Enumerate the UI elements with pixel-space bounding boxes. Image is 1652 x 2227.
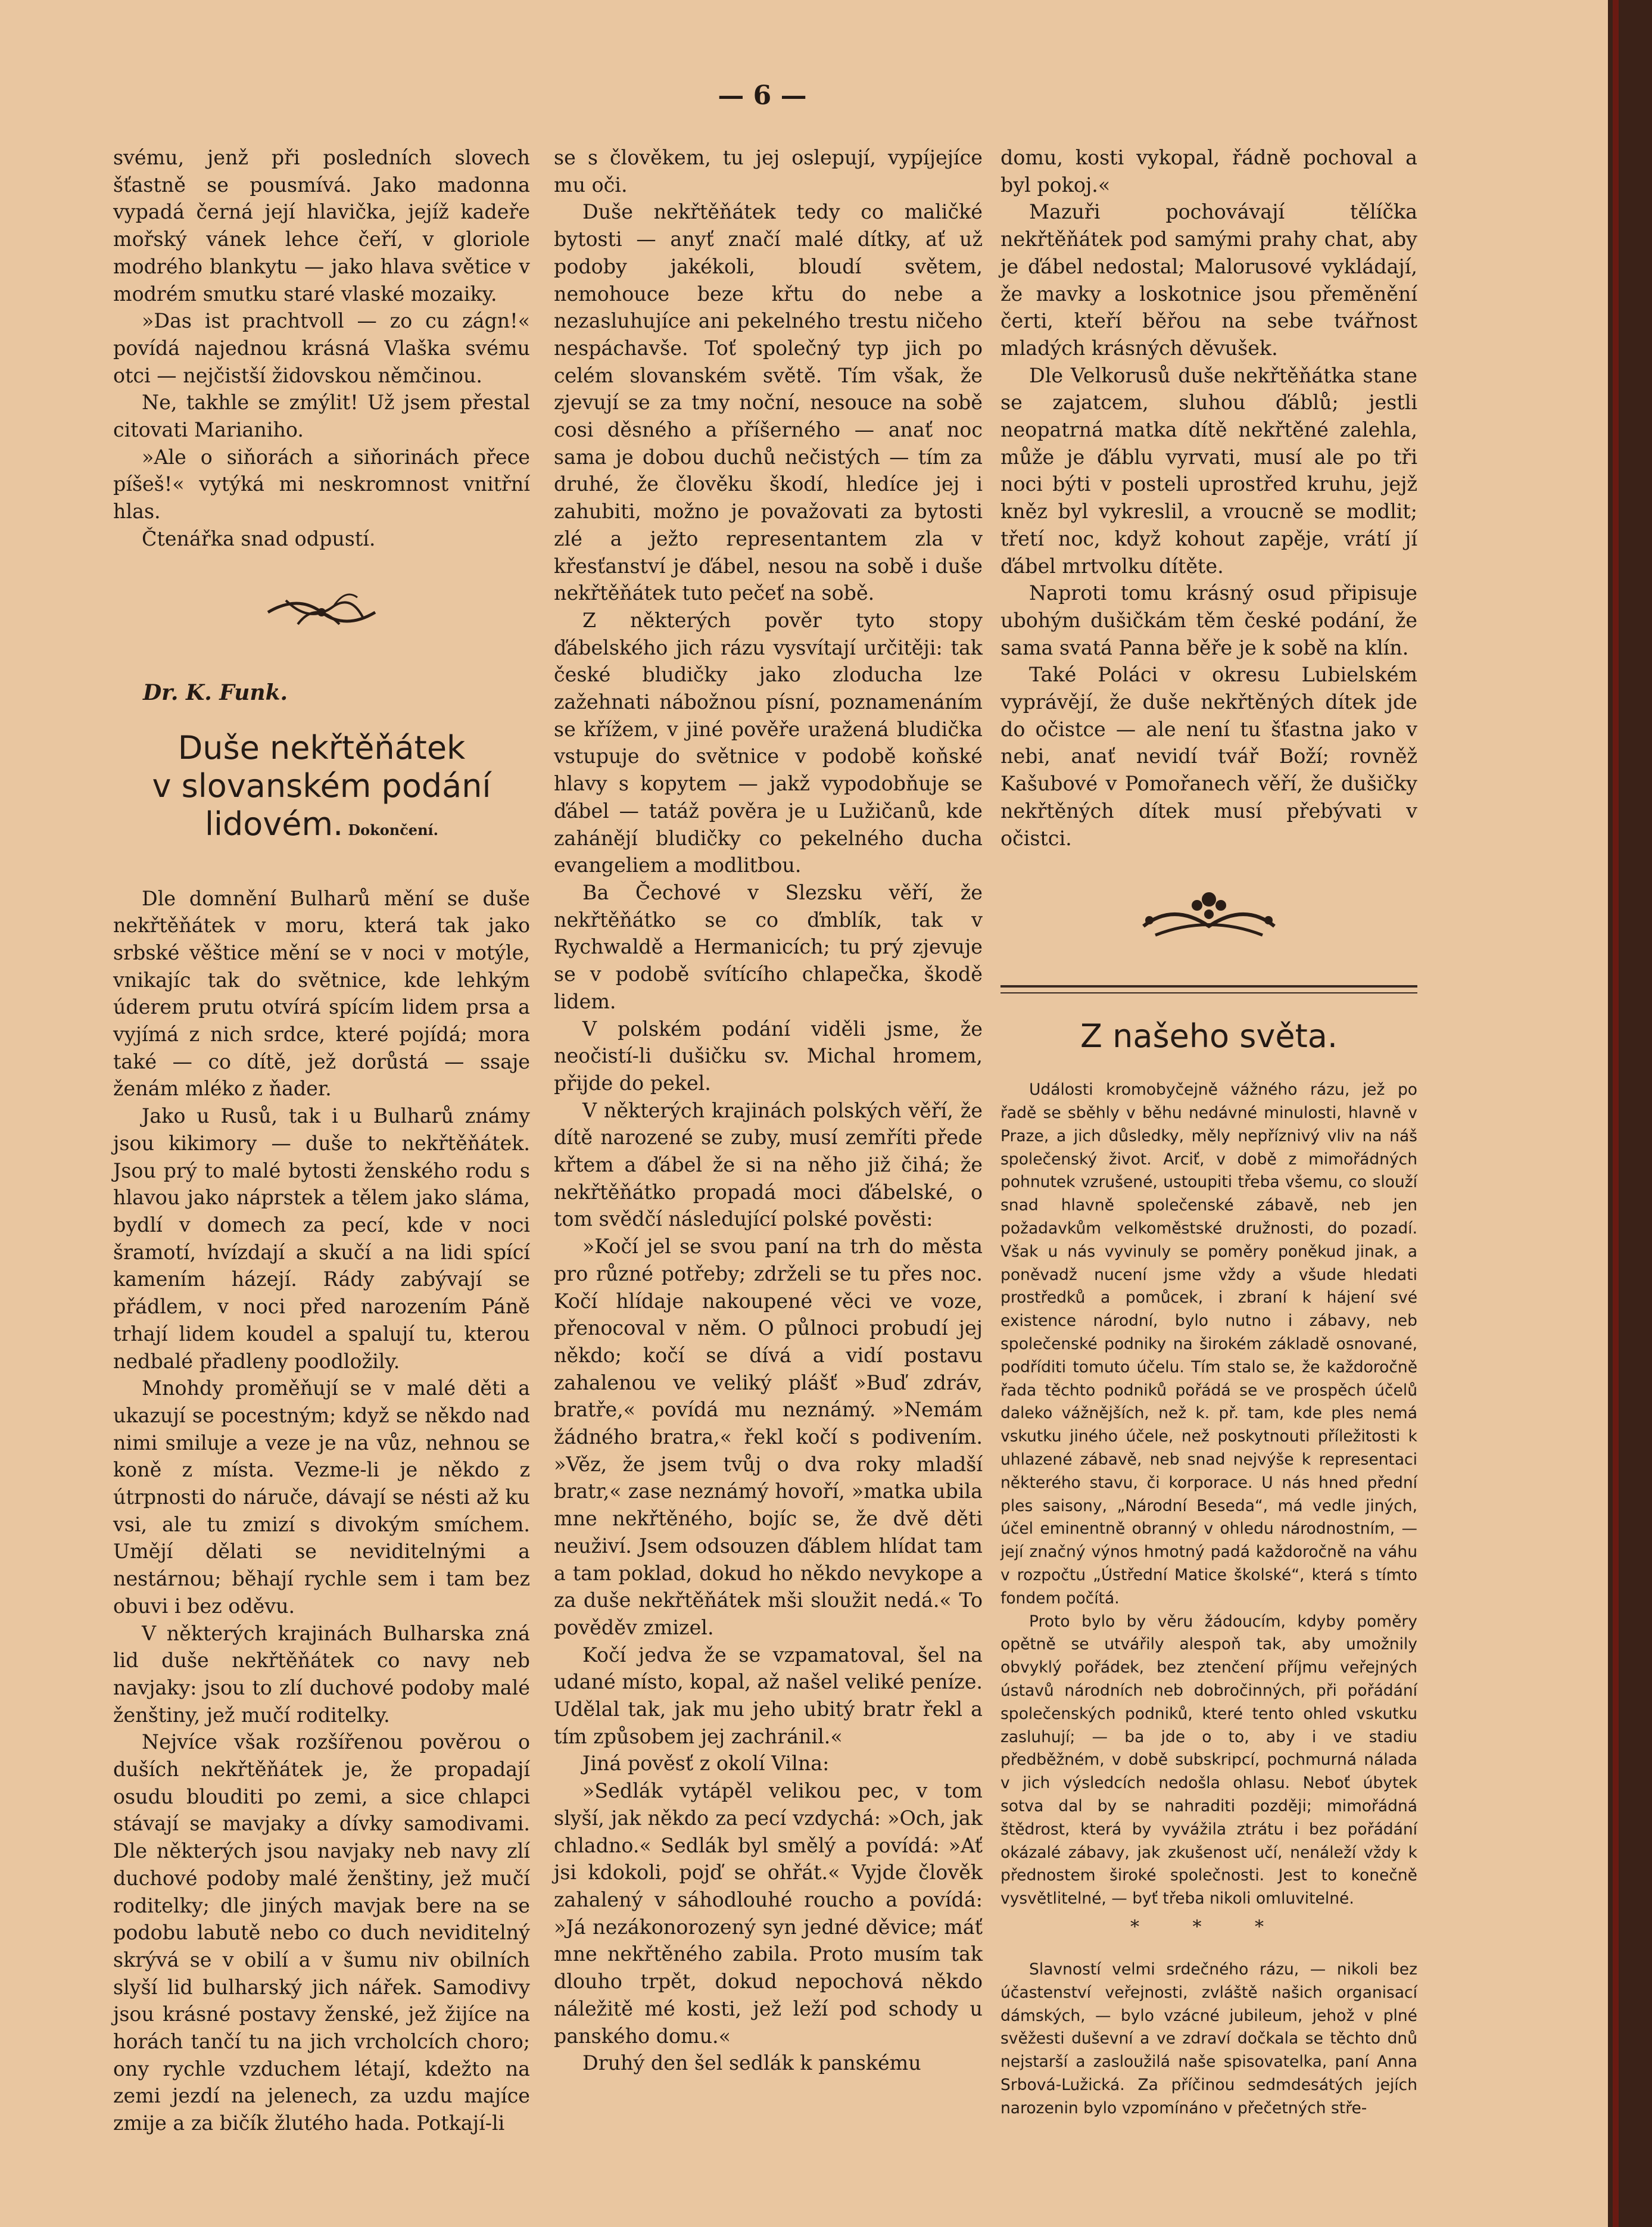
column-right [1000, 144, 1417, 2120]
paragraph: Nejvíce však rozšířenou pověrou o duších nekřtěňátek je, že propadají osudu blouditi po zemi, a sice chlapci stávají se mavjaky a dívky samodivami. Dle některých jsou navjaky neb navy zlí duchové podoby malé ženštiny, jež mučí roditelky; dle jiných mavjak bere na se podobu labutě nebo co duch neviditelný skrývá se v obilí a v šumu niv obilních slyší lid bulharský jich nářek. Samodivy jsou krásné postavy ženské, jež žijíce na horách tančí tu na jich vrcholcích choro; ony rychle vzduchem létají, kdežto na zemi jezdí na jelenech, za uzdu majíce zmije a za bičík žlutého hada. Potkají-li [113, 1730, 530, 2135]
paragraph: »Kočí jel se svou paní na trh do města pro různé potřeby; zdrželi se tu přes noc. Kočí hlídaje nakoupené věci ve voze, přenocoval v něm. O půlnoci probudí jej někdo; kočí se dívá a vidí postavu zahalenou ve veliký plášť »Buď zdráv, bratře,« povídá mu neznámý. »Nemám žádného bratra,« řekl kočí s podivením. »Věz, že jsem tvůj o dva roky mladší bratr,« zase neznámý hovoří, »matka ubila mne nekřtěného, bojíc se, že dvě děti neuživí. Jsem odsouzen ďáblem hlídat tam a tam poklad, dokud ho někdo nevykope a za duše nekřtěňátek mši sloužit nedá.« To pověděv zmizel. [554, 1235, 983, 1639]
continued-note: Dokončení. [348, 821, 438, 839]
column-middle [554, 144, 983, 2077]
book-spine [1608, 0, 1652, 2227]
paragraph: Druhý den šel sedlák k panskému [582, 2051, 921, 2075]
title-line-3 [113, 805, 530, 849]
title-line: v slovanském podání [152, 767, 491, 805]
section-stars: * * * [1130, 1916, 1288, 1938]
paragraph: V polském podání viděli jsme, že neočistí-li dušičku sv. Michal hromem, přijde do pekel. [554, 1017, 983, 1095]
title-line: lidovém. [205, 805, 344, 843]
paragraph: Slavností velmi srdečného rázu, — nikoli bez účastenství veřejnosti, zvláště našich organisací dámských, — bylo vzácné jubileum, jehož v plné svěžesti duševní a ve zdraví dočkala se těchto dnů nejstarší a zasloužilá naše spisovatelka, paní Anna Srbová-Lužická. Za příčinou sedmdesátých jejích narozenin bylo vzpomínáno v přečetných stře- [1000, 1960, 1417, 2117]
paragraph: Dle domnění Bulharů mění se duše nekřtěňátek v moru, která tak jako srbské věštice mění se v noci v motýle, vnikajíc tak do světnice, kde lehkým úderem prutu otvírá spícím lidem prsa a vyjímá z nich srdce, které pojídá; mora také — co dítě, jež dorůstá — ssaje ženám mléko z ňader. [113, 886, 530, 1101]
article-title [113, 729, 530, 849]
paragraph: Proto bylo by věru žádoucím, kdyby poměry opětně se utvářily alespoň tak, aby umožnily obvyklý pořádek, bez ztenčení příjmu veřejných ústavů národních neb dobročinných, při pořádání společenských podniků, které tento ohled vskutku zasluhují; — ba jde o to, aby i ve stadiu předběžném, v době subskripcí, pochmurná nálada v jich výsledcích nedošla ohlasu. Neboť úbytek sotva dal by se nahraditi později; mimořádná štědrost, která by vyvážila ztrátu i bez pořádání okázalé zábavy, jak zkušenost učí, nenáleží vždy k přednostem široké společnosti. Jest to konečně vysvětlitelné, — byť třeba nikoli omluvitelné. [1000, 1612, 1417, 1908]
section-divider [1000, 992, 1417, 993]
paragraph: Čtenářka snad odpustí. [142, 527, 376, 550]
paragraph: Jako u Rusů, tak i u Bulharů známy jsou kikimory — duše to nekřtěňátek. Jsou prý to malé bytosti ženského rodu s hlavou jako náprstek a tělem jako sláma, bydlí v domech za pecí, kde v noci šramotí, hvízdají a skučí a na lidi spící kamením házejí. Rády zabývají se přádlem, v noci před narozením Páně trhají lidem koudel a spalují tu, kterou nedbalé přadleny poodložily. [113, 1104, 530, 1373]
paragraph: Mazuři pochovávají tělíčka nekřtěňátek pod samými prahy chat, aby je ďábel nedostal; Malorusové vykládají, že mavky a loskotnice jsou přeměnění čerti, kteří běřou na sebe tvářnost mladých krásných děvušek. [1000, 200, 1417, 360]
article-author: Dr. K. Funk. [143, 680, 288, 705]
column-left [113, 144, 530, 2137]
paragraph: V některých krajinách polských věří, že dítě narozené se zuby, musí zemříti přede křtem a ďábel že si na něho již čihá; že nekřtěňátko propadá moci ďábelské, o tom svědčí následující polské pověsti: [554, 1098, 983, 1231]
paragraph: Duše nekřtěňátek tedy co maličké bytosti — anyť značí malé dítky, ať už podoby jakékoli, bloudí světem, nemohouce beze křtu do nebe a nezasluhujíce ani pekelného trestu ničeho nespáchavše. Toť společný typ jich po celém slovanském světě. Tím však, že zjevují se za tmy noční, nesouce na sobě cosi děsného a příšerného — anať noc sama je dobou duchů nečistých — tím za druhé, že člověku škodí, hledíce jej i zahubiti, možno je považovati za bytosti zlé a ježto representantem zla v křesťanství je ďábel, nesou na sobě i duše nekřtěňátek tuto pečeť na sobě. [554, 200, 983, 605]
floral-ornament-icon [1000, 879, 1417, 952]
paragraph: Z některých pověr tyto stopy ďábelského jich rázu vysvítají určitěji: tak české bludičky jako zloducha lze zažehnati nábožnou písní, poznamenáním se křížem, v jiné pověře uražená bludička vstupuje do světnice v podobě koňské hlavy s kopytem — jakž vypodobňuje se ďábel — tatáž pověra je u Lužičanů, kde zahánějí bludičky co pekelného ducha evangeliem a modlitbou. [554, 608, 983, 877]
paragraph: Ne, takhle se zmýlit! Už jsem přestal citovati Marianiho. [113, 391, 530, 442]
paragraph: Jiná pověsť z okolí Vilna: [582, 1752, 830, 1776]
paragraph: »Ale o siňorách a siňorinách přece píšeš!« vytýká mi neskromnost vnitřní hlas. [113, 445, 530, 524]
section-title: Z našeho světa. [1080, 1017, 1338, 1055]
paragraph: Kočí jedva že se vzpamatoval, šel na udané místo, kopal, až našel veliké peníze. Udělal tak, jak mu jeho ubitý bratr řekl a tím způsobem jej zachránil.« [554, 1643, 983, 1748]
paragraph: Dle Velkorusů duše nekřtěňátka stane se zajatcem, sluhou ďáblů; jestli neopatrná matka dítě nekřtěné zalehla, může je ďáblu vyrvati, musí ale po tři noci býti v posteli uprostřed kruhu, jejž kněz byl vykreslil, a vroucně se modlit; třetí noc, když kohout zapěje, vrátí jí ďábel mrtvolku dítěte. [1000, 363, 1417, 578]
paragraph: Také Poláci v okresu Lubielském vyprávějí, že duše nekřtěných dítek jde do očistce — ale není tu šťastna jako v nebi, anať nevidí tvář Boží; rovněž Kašubové v Pomořanech věří, že dušičky nekřtěných dítek musí přebývati v očistci. [1000, 663, 1417, 850]
paragraph: Ba Čechové v Slezsku věří, že nekřtěňátko se co ďmblík, tak v Rychwaldě a Hermanicích; tu prý zjevuje se v podobě svítícího chlapečka, škodě lidem. [554, 880, 983, 1013]
paragraph: V některých krajinách Bulharska zná lid duše nekřtěňátek co navy neb navjaky: jsou to zlí duchové podoby malé ženštiny, jež mučí roditelky. [113, 1621, 530, 1727]
paragraph: »Sedlák vytápěl velikou pec, v tom slyší, jak někdo za pecí vzdychá: »Och, jak chladno.« Sedlák byl smělý a povídá: »Ať jsi kdokoli, pojď se ohřát.« Vyjde člověk zahalený v sáhodlouhé roucho a povídá: »Já nezákonorozený syn jedné děvice; máť mne nekřtěného zabila. Proto musím tak dlouho trpět, dokud nepochová někdo náležitě mé kosti, jež leží pod schody u panského domu.« [554, 1779, 983, 2048]
page-number: — 6 — [718, 80, 807, 111]
paragraph: domu, kosti vykopal, řádně pochoval a byl pokoj.« [1000, 146, 1417, 197]
paragraph: Mnohdy proměňují se v malé děti a ukazují se pocestným; když se někdo nad nimi smiluje a veze je na vůz, nehnou se koně z místa. Vezme-li je někdo z útrpnosti do náruče, dávají se nésti až ku vsi, ale tu zmizí s divokým smíchem. Umějí dělati se neviditelnými a nestárnou; běhají rychle sem i tam bez obuvi i bez oděvu. [113, 1376, 530, 1618]
paragraph: Události kromobyčejně vážného rázu, jež po řadě se sběhly v běhu nedávné minulosti, hlavně v Praze, a jich důsledky, měly nepříznivý vliv na náš společenský život. Arciť, v době z mimořádných pohnutek vzrušené, ustoupiti třeba všemu, co slouží snad hlavně společenské zábavě, neb jen požadavkům velkoměstské družnosti, do pozadí. Však u nás vyvinuly se poměry poněkud jinak, a poněvadž nucení jsme vždy a všude hledati prostředků a pomůcek, i zbraní k hájení své existence národní, bylo nutno i zábavy, neb společenské podniky na širokém základě osnované, podříditi tomuto účelu. Tím stalo se, že každoročně řada těchto podniků pořádá se ve prospěch účelů daleko vážnějších, než k. př. tam, kde ples nemá vskutku jiného účele, než poskytnouti příležitosti k uhlazené zábavě, neb snad nejvýše k representaci některého stavu, či korporace. U nás hned přední ples saisony, „Národní Beseda“, má vedle jiných, účel eminentně obranný v ohledu národnostním, — její značný výnos hmotný padá každoročně na váhu v rozpočtu „Ústřední Matice školské“, která s tímto fondem počítá. [1000, 1080, 1417, 1608]
paragraph: se s člověkem, tu jej oslepují, vypíjejíce mu oči. [554, 146, 983, 197]
paragraph: »Das ist prachtvoll — zo cu zágn!« povídá najednou krásná Vlaška svému otci — nejčistší židovskou němčinou. [113, 309, 530, 387]
spine-edge [1613, 0, 1619, 2227]
title-line: Duše nekřtěňátek [177, 728, 466, 767]
paragraph: Naproti tomu krásný osud připisuje ubohým dušičkám těm české podání, že sama svatá Panna běře je k sobě na klín. [1000, 581, 1417, 659]
flourish-ornament-icon [113, 583, 530, 644]
paragraph: svému, jenž při posledních slovech šťastně se pousmívá. Jako madonna vypadá černá její hlavička, jejíž kadeře mořský vánek lehce čeří, v gloriole modrého blankytu — jako hlava světice v modrém smutku staré vlaské mozaiky. [113, 146, 530, 306]
